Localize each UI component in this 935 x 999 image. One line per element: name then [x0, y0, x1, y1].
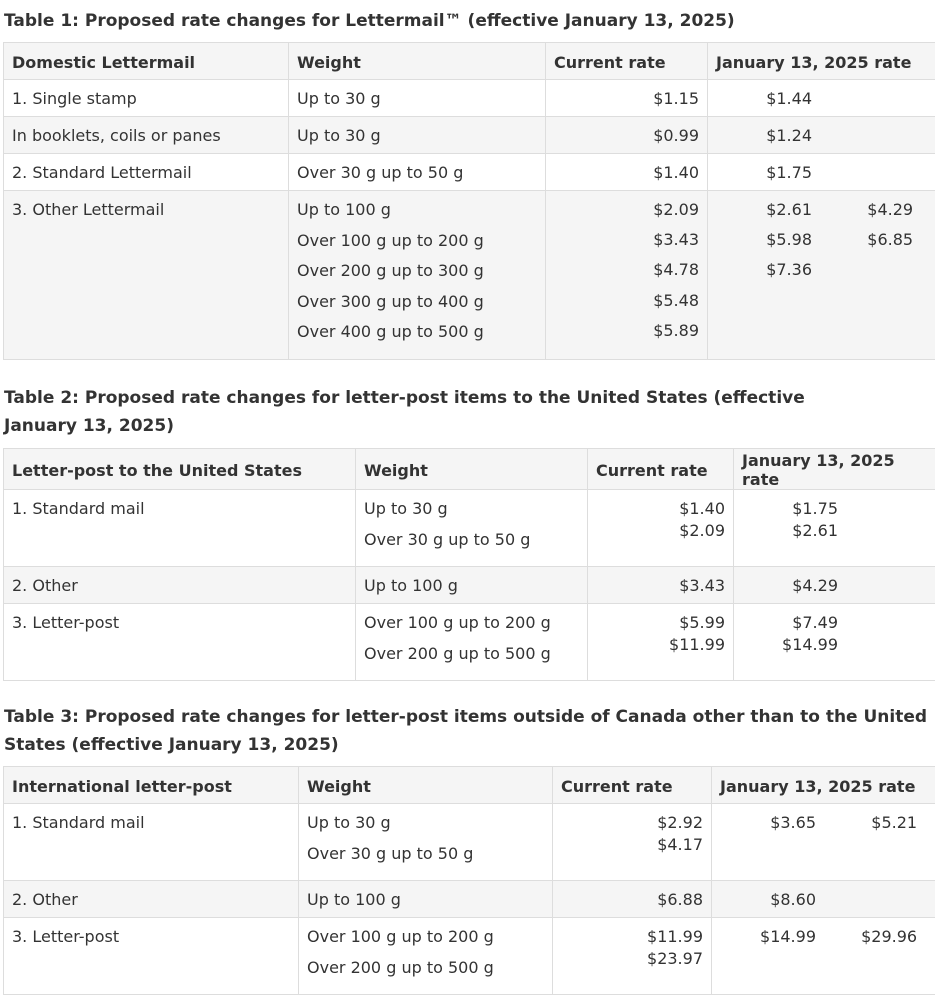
new-rate: $2.61: [766, 200, 812, 219]
new-rate: $5.98: [766, 230, 812, 250]
current-rate: $1.40: [679, 499, 725, 518]
current-rate: $5.89: [653, 320, 699, 340]
row-name: 3. Letter-post: [4, 604, 356, 681]
weight: Over 30 g up to 50 g: [307, 843, 474, 863]
table-header-row: [4, 767, 935, 804]
weight: Over 100 g up to 200 g: [364, 613, 551, 632]
current-rate: $23.97: [647, 949, 703, 968]
table-row: [4, 154, 935, 191]
row-name: 2. Other: [4, 881, 299, 918]
current-rate-cell: [588, 567, 734, 604]
new-rate-cell: [708, 154, 935, 191]
current-rate-cell: [553, 918, 712, 995]
row-name: 3. Letter-post: [4, 918, 299, 995]
new-rate-cell: [708, 191, 935, 360]
weight: Up to 100 g: [307, 890, 401, 909]
column-header: Weight: [299, 767, 553, 804]
current-rate-cell: [546, 154, 708, 191]
current-rate: $1.40: [653, 163, 699, 182]
weight-cell: [289, 117, 546, 154]
weight-cell: [299, 804, 553, 881]
new-rate: $4.29: [867, 200, 914, 219]
table-header-row: [4, 449, 935, 490]
weight: Up to 100 g: [297, 200, 391, 219]
column-header: Current rate: [588, 449, 734, 490]
table-3-caption: Table 3: Proposed rate changes for letter-post items outside of Canada other than to the United States (effective January 13, 2025): [4, 707, 928, 755]
weight: Over 100 g up to 200 g: [297, 230, 484, 250]
new-rate-cell: [708, 117, 935, 154]
new-rate: $1.44: [766, 89, 812, 108]
table-row: [4, 881, 935, 918]
current-rate: $4.17: [657, 835, 703, 854]
new-rate: $1.75: [766, 163, 812, 182]
table-row: [4, 604, 935, 681]
current-rate: $1.15: [653, 89, 699, 108]
weight: Over 400 g up to 500 g: [297, 322, 484, 341]
new-rate: $8.60: [770, 890, 816, 909]
weight: Over 300 g up to 400 g: [297, 291, 484, 311]
new-rate: $3.65: [770, 813, 816, 832]
weight-cell: [299, 881, 553, 918]
column-header: Current rate: [553, 767, 712, 804]
new-rate-cell: [712, 881, 935, 918]
new-rate: $14.99: [782, 635, 838, 654]
column-header: International letter-post: [4, 767, 299, 804]
new-rate: $2.61: [792, 521, 838, 540]
current-rate: $6.88: [657, 890, 703, 909]
weight-cell: [356, 567, 588, 604]
new-rate: $1.24: [766, 126, 812, 145]
weight: Up to 100 g: [364, 576, 458, 595]
new-rate: $4.29: [792, 576, 838, 595]
new-rate-cell: [734, 604, 935, 681]
row-name: In booklets, coils or panes: [4, 117, 289, 154]
current-rate-cell: [546, 80, 708, 117]
weight-cell: [356, 490, 588, 567]
current-rate: $4.78: [653, 260, 699, 280]
new-rate: $29.96: [861, 927, 918, 946]
current-rate: $2.09: [679, 521, 725, 540]
row-name: 3. Other Lettermail: [4, 191, 289, 360]
table-row: [4, 918, 935, 995]
new-rate-cell: [712, 804, 935, 881]
row-name: 1. Single stamp: [4, 80, 289, 117]
weight: Over 200 g up to 500 g: [307, 957, 494, 977]
current-rate-cell: [588, 490, 734, 567]
table-row: [4, 80, 935, 117]
new-rate: $7.49: [792, 613, 838, 632]
row-name: 2. Other: [4, 567, 356, 604]
current-rate: $5.99: [679, 613, 725, 632]
weight-cell: [299, 918, 553, 995]
weight: Up to 30 g: [364, 499, 448, 518]
current-rate-cell: [546, 117, 708, 154]
weight: Up to 30 g: [297, 126, 381, 145]
table-2: [3, 448, 935, 681]
weight: Over 200 g up to 500 g: [364, 643, 551, 663]
table-1: [3, 42, 935, 360]
weight-cell: [289, 191, 546, 360]
weight-cell: [289, 154, 546, 191]
column-header: January 13, 2025 rate: [734, 449, 935, 490]
current-rate-cell: [553, 804, 712, 881]
weight: Over 30 g up to 50 g: [364, 529, 531, 549]
current-rate-cell: [553, 881, 712, 918]
table-row: [4, 490, 935, 567]
weight: Over 100 g up to 200 g: [307, 927, 494, 946]
column-header: January 13, 2025 rate: [712, 767, 935, 804]
column-header: Current rate: [546, 43, 708, 80]
current-rate: $2.92: [657, 813, 703, 832]
current-rate: $11.99: [647, 927, 703, 946]
weight-cell: [356, 604, 588, 681]
row-name: 2. Standard Lettermail: [4, 154, 289, 191]
weight-cell: [289, 80, 546, 117]
current-rate: $5.48: [653, 290, 699, 310]
current-rate-cell: [588, 604, 734, 681]
table-2-caption: Table 2: Proposed rate changes for letter-post items to the United States (effective January 13, 2025): [4, 388, 805, 436]
column-header: Weight: [356, 449, 588, 490]
row-name: 1. Standard mail: [4, 804, 299, 881]
column-header: Domestic Lettermail: [4, 43, 289, 80]
table-row: [4, 117, 935, 154]
current-rate: $0.99: [653, 126, 699, 145]
table-row: [4, 191, 935, 360]
table-row: [4, 567, 935, 604]
current-rate: $3.43: [679, 576, 725, 595]
new-rate-cell: [712, 918, 935, 995]
table-row: [4, 804, 935, 881]
table-3: [3, 766, 935, 995]
current-rate: $2.09: [653, 200, 699, 219]
new-rate: $14.99: [760, 927, 816, 946]
weight: Up to 30 g: [307, 813, 391, 832]
new-rate-cell: [734, 490, 935, 567]
new-rate-cell: [708, 80, 935, 117]
current-rate-cell: [546, 191, 708, 360]
weight: Over 30 g up to 50 g: [297, 163, 464, 182]
new-rate: $6.85: [867, 230, 914, 250]
column-header: Weight: [289, 43, 546, 80]
column-header: January 13, 2025 rate: [708, 43, 935, 80]
new-rate: $1.75: [792, 499, 838, 518]
table-header-row: [4, 43, 935, 80]
current-rate: $11.99: [669, 635, 725, 654]
new-rate: $5.21: [871, 813, 918, 832]
new-rate: $7.36: [766, 260, 812, 280]
weight: Up to 30 g: [297, 89, 381, 108]
column-header: Letter-post to the United States: [4, 449, 356, 490]
row-name: 1. Standard mail: [4, 490, 356, 567]
table-1-caption: Table 1: Proposed rate changes for Lettermail™ (effective January 13, 2025): [4, 11, 735, 31]
weight: Over 200 g up to 300 g: [297, 261, 484, 280]
current-rate: $3.43: [653, 230, 699, 250]
new-rate-cell: [734, 567, 935, 604]
